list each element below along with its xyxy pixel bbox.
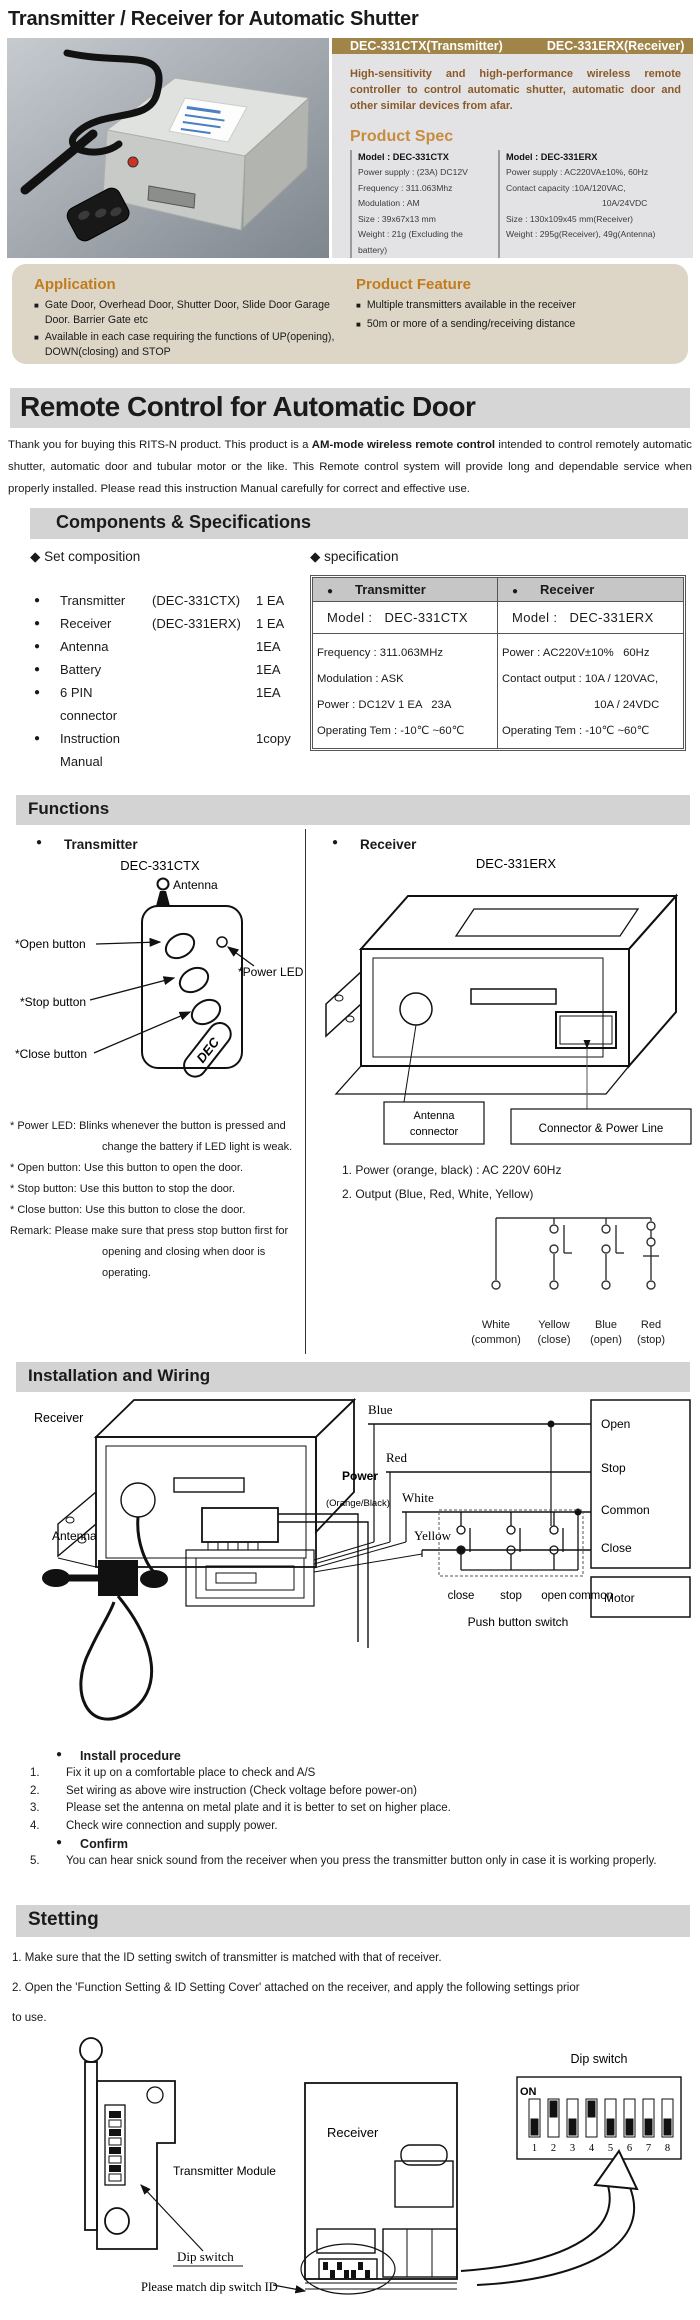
dot-bullet-icon: ● — [34, 687, 41, 698]
antenna-tip-icon — [158, 879, 169, 890]
dip-on-label: ON — [520, 2085, 537, 2098]
square-bullet-icon: ■ — [34, 333, 39, 342]
dip-switch-levers — [531, 2100, 672, 2135]
table-cell: Power : AC220V±10% 60Hz — [502, 647, 650, 659]
spec-column-receiver — [498, 150, 681, 259]
set-item: ● 6 PIN connector 1EA — [30, 681, 310, 727]
components-content — [30, 549, 700, 773]
dip-number: 1 — [531, 2142, 538, 2154]
note-line: * Open button: Use this button to open the door. — [10, 1162, 243, 1174]
table-model-erx: Model : DEC-331ERX — [498, 602, 683, 634]
antenna-assembly — [42, 1517, 168, 1719]
installation-section-heading: Installation and Wiring — [16, 1362, 690, 1392]
product-tagline: High-sensitivity and high-performance wireless remote controller to control automatic shutter, automatic door and other similar devices from afar. — [350, 67, 681, 112]
table-header-receiver: ● Receiver — [498, 578, 683, 602]
install-procedure-heading: ● Install procedure — [56, 1749, 181, 1763]
table-body-receiver — [498, 634, 683, 748]
dot-bullet-icon: ● — [332, 837, 339, 848]
dot-bullet-icon: ● — [34, 595, 41, 606]
push-button-switch — [439, 1510, 583, 1576]
feature-column — [356, 276, 678, 364]
diamond-bullet-icon: ◆ — [310, 549, 321, 564]
connector-shape — [556, 1012, 616, 1048]
set-item: ● Battery 1EA — [30, 658, 310, 681]
table-cell: Contact output : 10A / 120VAC, — [502, 673, 659, 685]
feature-item — [356, 298, 678, 314]
set-item: ● Instruction Manual 1copy — [30, 727, 310, 773]
power-led-label: *Power LED — [238, 965, 304, 979]
procedure-step: 2. Set wiring as above wire instruction (Check voltage before power-on) — [30, 1784, 417, 1797]
terminal-open-label: Open — [601, 1417, 631, 1431]
receiver-board-drawing — [301, 2083, 457, 2294]
note-line: opening and closing when door is operating. — [102, 1246, 266, 1279]
antenna-label: Antenna — [173, 878, 218, 892]
application-item — [34, 298, 356, 327]
table-model-ctx: Model : DEC-331CTX — [313, 602, 498, 634]
intro-bold-text: AM-mode wireless remote control — [311, 439, 496, 451]
dip-number: 8 — [664, 2142, 671, 2154]
dot-bullet-icon: ● — [34, 664, 41, 675]
dot-bullet-icon: ● — [512, 586, 519, 597]
procedure-step: 5. You can hear snick sound from the receiver when you press the transmitter button only in case it is working properly. — [30, 1855, 657, 1867]
main-title: Remote Control for Automatic Door — [10, 388, 690, 428]
push-open-label: open — [541, 1590, 567, 1602]
open-button-label: *Open button — [15, 937, 86, 951]
note-line: * Close button: Use this button to close the door. — [10, 1204, 246, 1216]
intro-text: Thank you for buying this RITS-N product. This product is a — [8, 439, 312, 451]
page-title: Transmitter / Receiver for Automatic Shutter — [8, 8, 419, 30]
blue-wire-label: Blue — [368, 1402, 393, 1417]
dot-bullet-icon: ● — [327, 586, 334, 597]
stop-button-shape — [176, 963, 213, 997]
components-section-heading: Components & Specifications — [30, 508, 688, 539]
set-composition-heading: ◆ Set composition — [30, 549, 141, 564]
curved-arrow — [461, 2177, 634, 2285]
transmitter-function — [10, 829, 306, 1354]
output-circuit-diagram — [306, 1206, 696, 1301]
procedure-step: 3. Please set the antenna on metal plate and it is better to set on higher place. — [30, 1802, 451, 1814]
set-item: ● Receiver (DEC-331ERX) 1 EA — [30, 612, 310, 635]
antenna-connector-label: connector — [409, 1126, 459, 1138]
set-item: ● Transmitter (DEC-331CTX) 1 EA — [30, 589, 310, 612]
terminal-close-label: Close — [601, 1541, 632, 1555]
power-colors-label: (Orange/Black) — [326, 1498, 390, 1509]
terminal-label: Yellow (close) — [537, 1319, 571, 1346]
yellow-wire-label: Yellow — [414, 1528, 451, 1543]
setting-line: 2. Open the 'Function Setting & ID Setting Cover' attached on the receiver, and apply the following settings prior — [12, 1981, 580, 1994]
table-cell: Power : DC12V 1 EA 23A — [317, 699, 452, 711]
specification-heading: ◆ specification — [310, 549, 399, 564]
dip-number: 4 — [588, 2142, 595, 2154]
square-bullet-icon: ■ — [356, 319, 361, 329]
spec-row: Power supply : AC220VA±10%, 60Hz — [506, 167, 649, 177]
antenna-base-icon — [156, 891, 170, 906]
receiver-diagram — [306, 854, 696, 1149]
dip-number: 7 — [645, 2142, 652, 2154]
output-wires — [368, 1402, 591, 1557]
dip-switch-label: Dip switch — [177, 2248, 234, 2264]
antenna-connector-shape — [400, 993, 432, 1025]
red-wire-label: Red — [386, 1450, 407, 1465]
dot-bullet-icon: ● — [56, 1749, 63, 1760]
banner-transmitter-model: DEC-331CTX(Transmitter) — [350, 38, 503, 53]
setting-instructions — [12, 1943, 690, 2033]
dot-bullet-icon: ● — [56, 1837, 63, 1848]
feature-item — [356, 317, 678, 333]
procedure-step: 1. Fix it up on a comfortable place to check and A/S — [30, 1767, 316, 1779]
receiver-notes — [342, 1158, 696, 1206]
setting-line: to use. — [12, 2011, 47, 2024]
match-dip-switch-note: Please match dip switch ID — [141, 2279, 278, 2294]
square-bullet-icon: ■ — [34, 301, 39, 310]
antenna-label: Antenna — [52, 1529, 97, 1543]
diamond-bullet-icon: ◆ — [30, 549, 41, 564]
dot-bullet-icon: ● — [34, 618, 41, 629]
transmitter-model-label: DEC-331CTX — [120, 858, 200, 873]
application-item-text: Available in each case requiring the functions of UP(opening), DOWN(closing) and STOP — [44, 331, 335, 358]
wiring-diagram — [6, 1392, 696, 1740]
table-cell: Operating Tem : -10℃ ~60℃ — [502, 725, 650, 737]
note-line: Remark: Please make sure that press stop button first for — [10, 1225, 289, 1237]
confirm-heading: ● Confirm — [56, 1837, 128, 1851]
install-procedure — [26, 1749, 700, 1871]
terminal-label: White (common) — [471, 1319, 521, 1346]
note-line: 2. Output (Blue, Red, White, Yellow) — [342, 1187, 534, 1201]
spec-row: Weight : 295g(Receiver), 49g(Antenna) — [506, 229, 656, 239]
push-button-switch-caption: Push button switch — [467, 1615, 569, 1629]
transmitter-diagram — [10, 854, 305, 1099]
spec-row: Modulation : AM — [358, 198, 420, 208]
dip-switch-detail — [517, 2052, 681, 2159]
motor-label: Motor — [604, 1591, 635, 1605]
spec-column-transmitter — [350, 150, 494, 259]
id-setting-diagram — [5, 2033, 695, 2315]
receiver-heading: ● Receiver — [332, 837, 417, 852]
spec-row: Power supply : (23A) DC12V — [358, 167, 468, 177]
set-item: ● Antenna 1EA — [30, 635, 310, 658]
specification — [310, 549, 700, 773]
intro-text: intended to control remotely automatic shutter, automatic door and tubular motor or the like. This Remote control system will provide long and dependable service when properly installed. Please read this instruction Manual carefully for correct and effective use. — [8, 439, 692, 495]
hero-panel — [332, 54, 693, 259]
dip-number: 6 — [626, 2142, 633, 2154]
square-bullet-icon: ■ — [356, 301, 361, 310]
application-heading: Application — [34, 276, 116, 293]
specification-table — [310, 575, 686, 751]
note-line: * Stop button: Use this button to stop the door. — [10, 1183, 236, 1195]
power-led-shape — [217, 937, 227, 947]
dip-number: 3 — [569, 2142, 576, 2154]
spec-row: Size : 39x67x13 mm — [358, 213, 436, 224]
spec-row: 10A/24VDC — [602, 198, 648, 208]
output-terminal-labels — [306, 1318, 696, 1354]
terminal-common-label: Common — [601, 1503, 650, 1517]
setting-line: 1. Make sure that the ID setting switch of transmitter is matched with that of receiver. — [12, 1951, 442, 1964]
antenna-connector-label: Antenna — [413, 1110, 455, 1122]
dip-number: 5 — [607, 2142, 614, 2154]
close-button-label: *Close button — [15, 1047, 88, 1061]
dot-bullet-icon: ● — [36, 837, 43, 848]
functions-section-heading: Functions — [16, 795, 690, 825]
push-close-label: close — [447, 1590, 475, 1602]
dot-bullet-icon: ● — [34, 733, 41, 744]
spec-row: Weight : 21g (Excluding the battery) — [358, 229, 463, 255]
power-label: Power — [342, 1469, 379, 1483]
setting-section-heading: Stetting — [16, 1905, 690, 1937]
receiver-model-label: DEC-331ERX — [475, 856, 557, 871]
push-common-label: common — [568, 1590, 614, 1602]
application-item-text: Gate Door, Overhead Door, Shutter Door, Slide Door Garage Door. Barrier Gate etc — [44, 299, 330, 326]
procedure-step: 4. Check wire connection and supply power. — [30, 1819, 278, 1832]
application-feature-box — [12, 264, 688, 364]
application-column — [34, 276, 356, 364]
terminal-label: Red (stop) — [636, 1319, 666, 1346]
product-photo-image — [7, 38, 329, 258]
intro-paragraph — [8, 434, 692, 500]
transmitter-module-label: Transmitter Module — [173, 2163, 276, 2178]
transmitter-notes — [10, 1116, 305, 1284]
feature-item-text: Multiple transmitters available in the receiver — [366, 299, 576, 311]
curved-arrow-head — [595, 2151, 637, 2189]
application-item — [34, 330, 356, 359]
table-body-transmitter — [313, 634, 498, 748]
set-composition — [30, 549, 310, 773]
table-cell: 10A / 24VDC — [594, 699, 660, 711]
table-header-transmitter: ● Transmitter — [313, 578, 498, 602]
banner-receiver-model: DEC-331ERX(Receiver) — [546, 38, 685, 53]
connector-power-line-label: Connector & Power Line — [538, 1123, 664, 1135]
terminal-label: Blue (open) — [590, 1319, 622, 1346]
transmitter-heading: ● Transmitter — [36, 837, 138, 852]
spec-row: Contact capacity :10A/120VAC, — [506, 182, 626, 193]
feature-item-text: 50m or more of a sending/receiving distance — [366, 317, 576, 330]
spec-model-erx: Model : DEC-331ERX — [506, 151, 598, 162]
note-line: 1. Power (orange, black) : AC 220V 60Hz — [342, 1163, 562, 1177]
receiver-label: Receiver — [34, 1411, 84, 1425]
product-spec-heading: Product Spec — [350, 127, 454, 145]
dip-switch-detail-title: Dip switch — [570, 2051, 628, 2066]
antenna-connector-shape — [121, 1483, 155, 1517]
dot-bullet-icon: ● — [34, 641, 41, 652]
spec-row: Frequency : 311.063Mhz — [358, 182, 453, 193]
table-cell: Frequency : 311.063MHz — [317, 647, 444, 659]
model-banner — [332, 38, 693, 54]
dip-number: 2 — [550, 2142, 557, 2154]
terminal-stop-label: Stop — [601, 1461, 626, 1475]
spec-model-ctx: Model : DEC-331CTX — [358, 151, 449, 162]
note-line: * Power LED: Blinks whenever the button is pressed and — [10, 1120, 286, 1132]
hero-section — [7, 38, 693, 258]
open-button-shape — [162, 929, 199, 963]
note-line: change the battery if LED light is weak. — [102, 1141, 293, 1153]
push-stop-label: stop — [500, 1590, 522, 1602]
dec-logo: DEC — [193, 1034, 223, 1066]
connector-shape — [202, 1508, 278, 1542]
receiver-function — [306, 829, 696, 1354]
white-wire-label: White — [402, 1490, 434, 1505]
table-cell: Modulation : ASK — [317, 673, 404, 685]
power-wires — [278, 1514, 368, 1648]
transmitter-module-drawing — [80, 2038, 175, 2249]
stop-button-label: *Stop button — [20, 995, 87, 1009]
spec-row: Size : 130x109x45 mm(Receiver) — [506, 213, 634, 224]
table-cell: Operating Tem : -10℃ ~60℃ — [317, 725, 465, 737]
functions-content — [10, 829, 700, 1354]
feature-heading: Product Feature — [356, 276, 472, 293]
receiver-label: Receiver — [327, 2124, 379, 2140]
